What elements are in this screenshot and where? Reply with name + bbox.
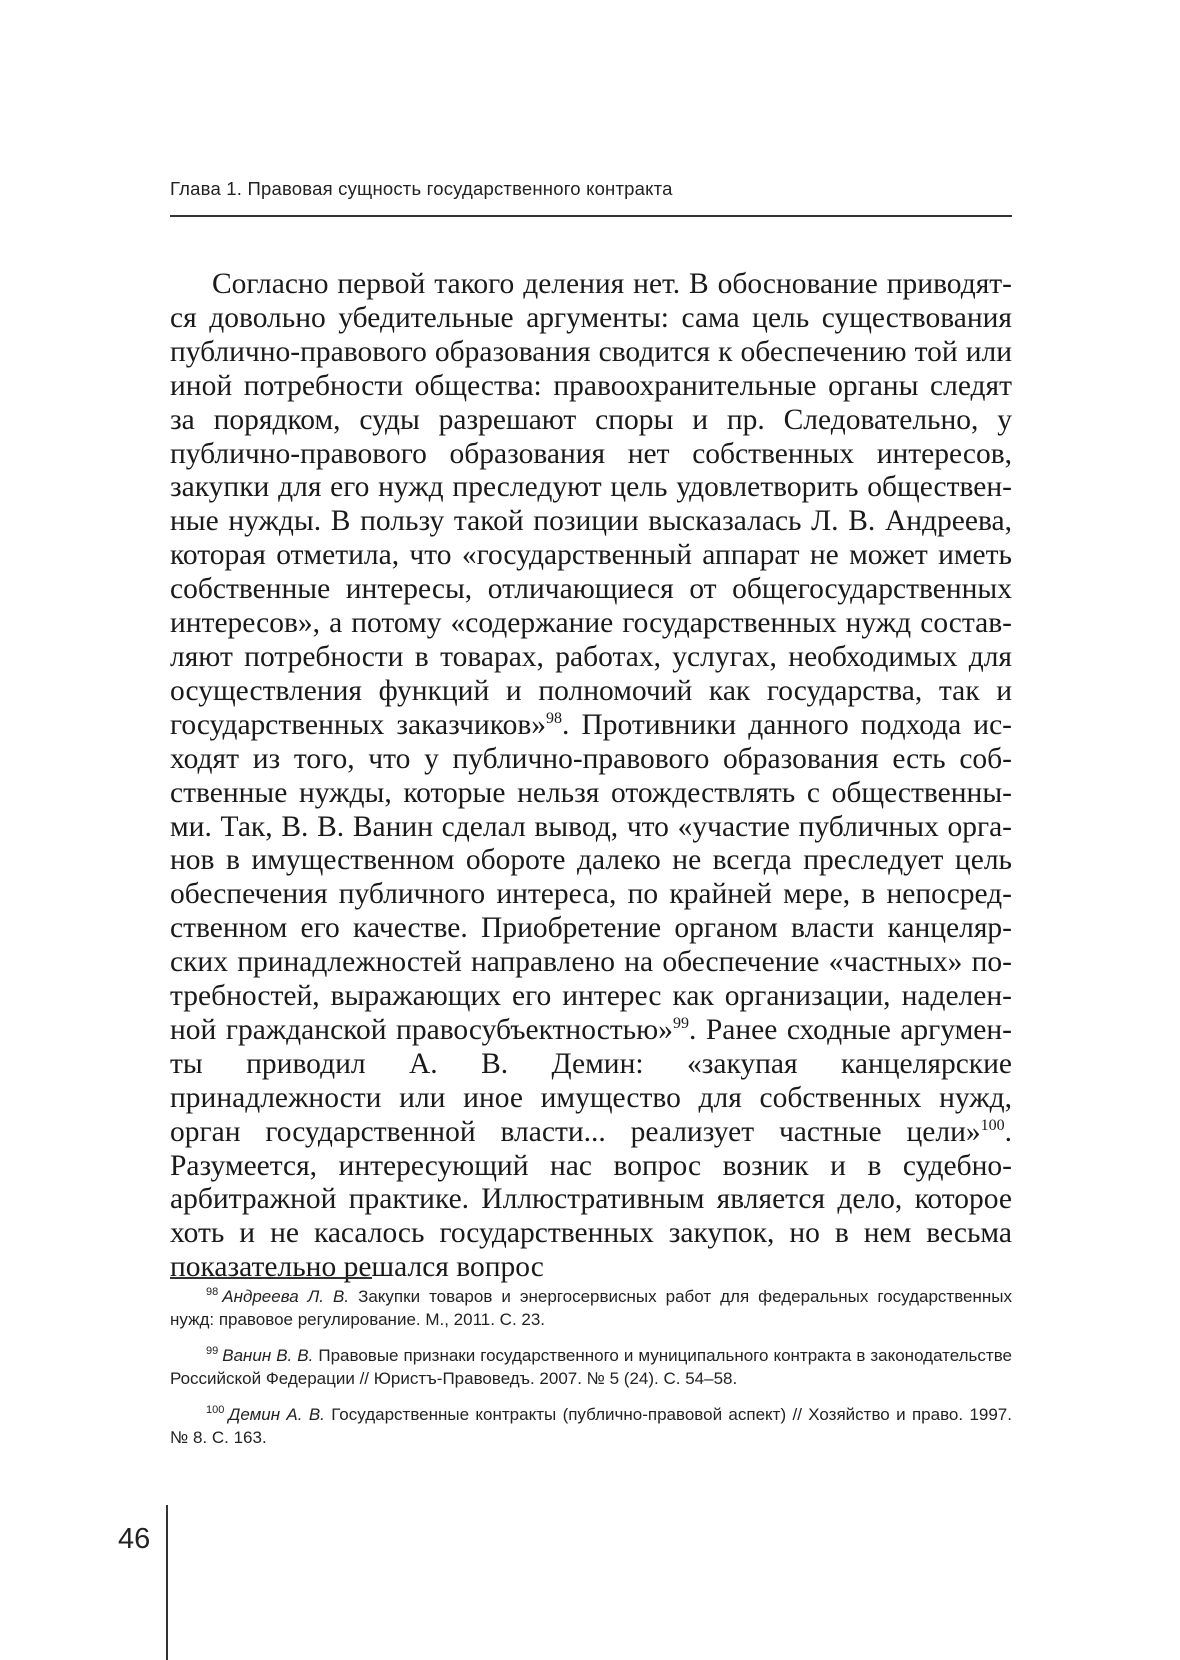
- footnote-100: [170, 1403, 1012, 1449]
- footnote-author: Андреева Л. В.: [222, 1287, 350, 1306]
- footnote-number: 100: [206, 1404, 225, 1417]
- body-segment-4: . Разумеется, интересующий нас вопрос возник и в судебно-арбитражной практике. Иллюстративным является дело, которое хоть и не касалось государственных закупок, но в нем весьма показательно решался вопрос: [170, 1115, 1012, 1284]
- page-number: 46: [118, 1523, 151, 1555]
- footnotes-section: [170, 1285, 1012, 1462]
- footnote-divider: [170, 1277, 372, 1279]
- footnote-number: 98: [206, 1286, 219, 1299]
- footnote-ref-98[interactable]: 98: [546, 709, 563, 727]
- body-segment-1: Согласно первой такого деления нет. В обоснование приводятся довольно убедительные аргументы: сама цель существования публично-правового образования сводится к обеспечению той или иной потребности общества: правоохранительные органы следят за порядком, суды разрешают споры и пр. Следовательно, у публично-правового образования нет собственных интересов, закупки для его нужд преследуют цель удовлетворить общественные нужды. В пользу такой позиции высказалась Л. В. Андреева, которая отметила, что «государственный аппарат не может иметь собственные интересы, отличающиеся от общегосударственных интересов», а потому «содержание государственных нужд составляют потребности в товарах, работах, услугах, необходимых для осуществления функций и полномочий как государства, так и государственных заказчиков»: [170, 268, 1012, 741]
- running-header: Глава 1. Правовая сущность государственного контракта: [170, 178, 673, 199]
- footnote-text: Закупки товаров и энергосервисных работ для федеральных государственных нужд: правовое регулирование. М., 2011. С. 23.: [170, 1287, 1012, 1329]
- body-segment-2: . Противники данного подхода исходят из того, что у публично-правового образования есть собственные нужды, которые нельзя отождествлять с общественными. Так, В. В. Ванин сделал вывод, что «участие публичных органов в имущественном обороте далеко не всегда преследует цель обеспечения публичного интереса, по крайней мере, в непосредственном его качестве. Приобретение органом власти канцелярских принадлежностей направлено на обеспечение «частных» потребностей, выражающих его интерес как организации, наделенной гражданской правосубъектностью»: [170, 708, 1012, 1046]
- header-divider: [170, 215, 1012, 217]
- footnote-text: Правовые признаки государственного и муниципального контракта в законодательстве Российской Федерации // Юристъ-Правоведъ. 2007. № 5 (24). С. 54–58.: [170, 1346, 1012, 1388]
- footnote-ref-99[interactable]: 99: [672, 1015, 689, 1033]
- main-paragraph: [170, 268, 1012, 1285]
- body-segment-3: . Ранее сходные аргументы приводил А. В. Демин: «закупая канцелярские принадлежности или иное имущество для собственных нужд, орган государственной власти... реализует частные цели»: [170, 1013, 1012, 1148]
- footnote-ref-100[interactable]: 100: [980, 1116, 1005, 1134]
- footnote-author: Демин А. В.: [228, 1405, 325, 1424]
- footnote-98: [170, 1285, 1012, 1331]
- footnote-99: [170, 1344, 1012, 1390]
- footnote-text: Государственные контракты (публично-правовой аспект) // Хозяйство и право. 1997. № 8. С. 163.: [170, 1405, 1012, 1447]
- footnote-author: Ванин В. В.: [222, 1346, 314, 1365]
- page-margin-line: [166, 1505, 168, 1660]
- footnote-number: 99: [206, 1345, 219, 1358]
